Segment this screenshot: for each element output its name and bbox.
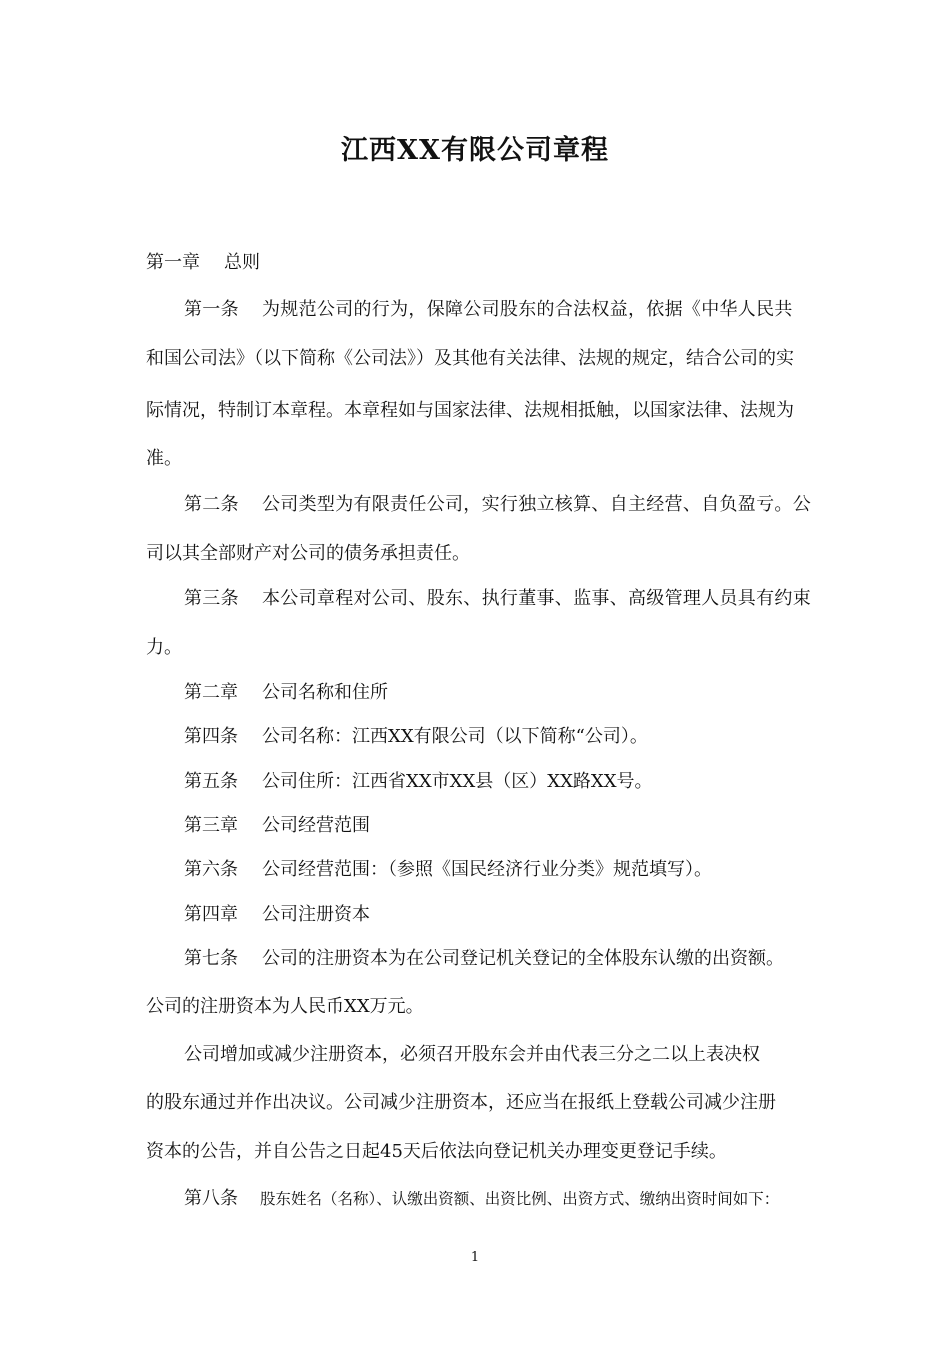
article-2-label: 第二条 xyxy=(184,494,239,515)
chapter-4-name: 公司注册资本 xyxy=(262,904,370,925)
article-2-line-2: 司以其全部财产对公司的债务承担责任。 xyxy=(146,543,470,564)
article-4-text: 公司名称：江西XX有限公司（以下简称“公司）。 xyxy=(262,726,648,747)
article-7-line-2: 公司的注册资本为人民币XX万元。 xyxy=(146,996,424,1017)
chapter-4-label: 第四章 xyxy=(184,904,238,925)
article-7-line-1 xyxy=(184,944,784,970)
article-6-label: 第六条 xyxy=(184,859,238,880)
article-8 xyxy=(184,1184,779,1210)
article-1-label: 第一条 xyxy=(184,299,239,320)
article-3-line-2: 力。 xyxy=(146,637,182,658)
paragraph-line-2: 的股东通过并作出决议。公司减少注册资本，还应当在报纸上登载公司减少注册 xyxy=(146,1092,776,1113)
chapter-3-label: 第三章 xyxy=(184,815,238,836)
chapter-4-heading xyxy=(184,900,370,926)
chapter-1-label: 第一章 xyxy=(146,252,200,273)
article-7-label: 第七条 xyxy=(184,948,238,969)
article-1-line-2: 和国公司法》（以下简称《公司法》）及其他有关法律、法规的规定，结合公司的实 xyxy=(146,348,794,369)
article-1-line-3: 际情况，特制订本章程。本章程如与国家法律、法规相抵触，以国家法律、法规为 xyxy=(146,400,794,421)
article-8-text: 股东姓名（名称）、认缴出资额、出资比例、出资方式、缴纳出资时间如下： xyxy=(260,1190,780,1208)
chapter-1-name: 总则 xyxy=(224,252,260,273)
chapter-2-label: 第二章 xyxy=(184,682,238,703)
paragraph-line-1: 公司增加或减少注册资本，必须召开股东会并由代表三分之二以上表决权 xyxy=(184,1044,760,1065)
article-5 xyxy=(184,767,653,793)
article-1-text-1: 为规范公司的行为，保障公司股东的合法权益，依据《中华人民共 xyxy=(262,299,793,320)
article-3-line-1 xyxy=(184,584,811,610)
article-2-text-1: 公司类型为有限责任公司，实行独立核算、自主经营、自负盈亏。公 xyxy=(262,494,811,515)
article-5-text: 公司住所：江西省XX市XX县（区）XX路XX号。 xyxy=(262,771,653,792)
article-1-line-4: 准。 xyxy=(146,448,182,469)
article-3-label: 第三条 xyxy=(184,588,239,609)
document-title: 江西XX有限公司章程 xyxy=(341,135,609,166)
chapter-2-heading xyxy=(184,678,388,704)
article-8-label: 第八条 xyxy=(184,1188,238,1209)
article-6-text: 公司经营范围：（参照《国民经济行业分类》规范填写）。 xyxy=(262,859,712,880)
article-6 xyxy=(184,855,712,881)
article-5-label: 第五条 xyxy=(184,771,238,792)
chapter-1-heading xyxy=(146,248,260,274)
article-3-text-1: 本公司章程对公司、股东、执行董事、监事、高级管理人员具有约束 xyxy=(262,588,811,609)
article-1-line-1 xyxy=(184,295,793,321)
article-4-label: 第四条 xyxy=(184,726,238,747)
article-7-text-1: 公司的注册资本为在公司登记机关登记的全体股东认缴的出资额。 xyxy=(262,948,784,969)
chapter-2-name: 公司名称和住所 xyxy=(262,682,388,703)
page-number: 1 xyxy=(470,1250,480,1265)
chapter-3-name: 公司经营范围 xyxy=(262,815,370,836)
chapter-3-heading xyxy=(184,811,370,837)
article-4 xyxy=(184,722,648,748)
paragraph-line-3: 资本的公告，并自公告之日起45天后依法向登记机关办理变更登记手续。 xyxy=(146,1141,727,1162)
article-2-line-1 xyxy=(184,490,811,516)
